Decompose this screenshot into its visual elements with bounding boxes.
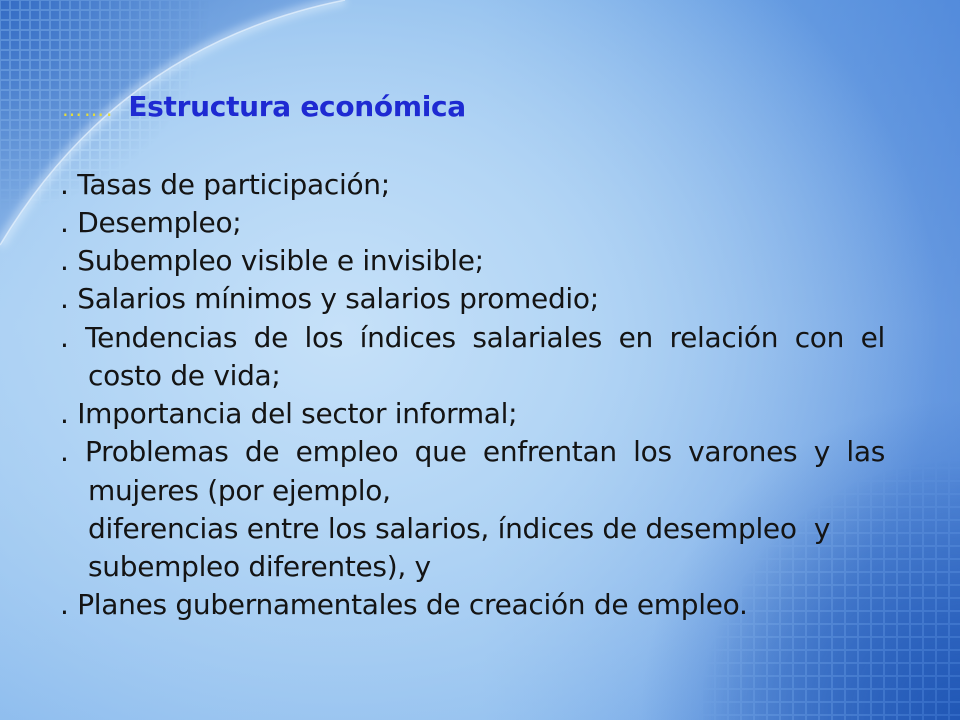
bullet-dot: . bbox=[60, 397, 69, 431]
bullet-dot: . bbox=[60, 588, 69, 622]
list-item-text: Subempleo visible e invisible; bbox=[77, 244, 484, 278]
bullet-dot: . bbox=[60, 167, 69, 201]
bullet-dot: . bbox=[60, 244, 69, 278]
list-item bbox=[60, 280, 885, 318]
list-item bbox=[60, 242, 885, 280]
list-item-continuation-line: diferencias entre los salarios, índices de desempleo y bbox=[88, 511, 831, 545]
list-item bbox=[60, 433, 885, 586]
slide-content bbox=[60, 88, 885, 624]
bullet-dot: . bbox=[60, 435, 69, 469]
list-item-text: Problemas de empleo que enfrentan los varones y las mujeres (por ejemplo, bbox=[85, 435, 885, 507]
list-item-text: Desempleo; bbox=[77, 206, 242, 240]
bullet-dot: . bbox=[60, 320, 69, 354]
slide-title bbox=[60, 88, 885, 126]
list-item-text: Salarios mínimos y salarios promedio; bbox=[77, 282, 599, 316]
list-item bbox=[60, 204, 885, 242]
list-item-text: Tendencias de los índices salariales en relación con el costo de vida; bbox=[85, 320, 885, 392]
list-item bbox=[60, 586, 885, 624]
list-item-continuation-line: subempleo diferentes), y bbox=[88, 549, 431, 583]
list-item-text: Planes gubernamentales de creación de empleo. bbox=[77, 588, 748, 622]
list-item-text: Importancia del sector informal; bbox=[77, 397, 518, 431]
bullet-dot: . bbox=[60, 282, 69, 316]
list-item bbox=[60, 166, 885, 204]
list-item-text: Tasas de participación; bbox=[77, 167, 390, 201]
list-item bbox=[60, 395, 885, 433]
bullet-dot: . bbox=[60, 206, 69, 240]
list-item bbox=[60, 319, 885, 395]
title-prefix-dots: ……. bbox=[62, 97, 115, 121]
title-text: Estructura económica bbox=[128, 90, 466, 123]
